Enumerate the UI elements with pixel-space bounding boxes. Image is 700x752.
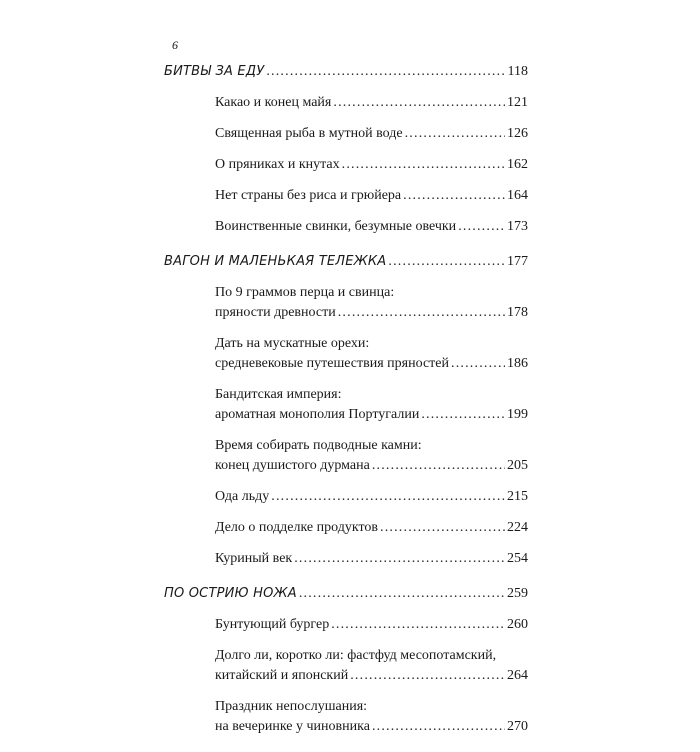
- chapter-title: Воинственные свинки, безумные овечки: [215, 219, 457, 234]
- chapter-page-number: 260: [507, 617, 528, 632]
- section-title: ПО ОСТРИЮ НОЖА: [164, 586, 297, 601]
- dot-leader: [338, 303, 505, 323]
- section-title: БИТВЫ ЗА ЕДУ: [164, 64, 265, 79]
- chapter-entry: [215, 646, 528, 686]
- dot-leader: [405, 124, 505, 144]
- chapter-title: Какао и конец майя: [215, 95, 332, 110]
- chapter-row: [215, 405, 528, 425]
- dot-leader: [266, 62, 505, 82]
- chapter-page-number: 215: [507, 489, 528, 504]
- chapter-entry: [215, 549, 528, 569]
- dot-leader: [350, 666, 505, 686]
- chapter-page-number: 199: [507, 407, 528, 422]
- chapter-title-first-line: Долго ли, коротко ли: фастфуд месопотамский,: [215, 648, 497, 663]
- chapter-row: [215, 217, 528, 237]
- chapter-row: [215, 518, 528, 538]
- chapter-row: [215, 487, 528, 507]
- section-page-number: 177: [507, 254, 528, 269]
- chapter-title-first-line: Время собирать подводные камни:: [215, 438, 422, 453]
- chapter-list: [164, 615, 528, 737]
- chapter-page-number: 254: [507, 551, 528, 566]
- chapter-entry: [215, 697, 528, 737]
- chapter-title: средневековые путешествия пряностей: [215, 356, 449, 371]
- section-page-number: 259: [507, 586, 528, 601]
- dot-leader: [388, 252, 505, 272]
- chapter-row: [215, 303, 528, 323]
- page-number: 6: [172, 38, 178, 52]
- chapter-entry: [215, 385, 528, 425]
- chapter-entry: [215, 334, 528, 374]
- chapter-row: [215, 186, 528, 206]
- dot-leader: [271, 487, 505, 507]
- chapter-page-number: 173: [507, 219, 528, 234]
- chapter-row: [215, 615, 528, 635]
- chapter-title-first-line: Праздник непослушания:: [215, 699, 368, 714]
- chapter-entry: [215, 155, 528, 175]
- dot-leader: [294, 549, 505, 569]
- chapter-row: [215, 155, 528, 175]
- dot-leader: [451, 354, 505, 374]
- chapter-title: пряности древности: [215, 305, 336, 320]
- dot-leader: [380, 518, 505, 538]
- dot-leader: [458, 217, 505, 237]
- chapter-row: [215, 124, 528, 144]
- chapter-entry: [215, 615, 528, 635]
- chapter-page-number: 224: [507, 520, 528, 535]
- chapter-title: ароматная монополия Португалии: [215, 407, 420, 422]
- chapter-page-number: 178: [507, 305, 528, 320]
- section-page-number: 118: [507, 64, 528, 79]
- chapter-title: Дело о подделке продуктов: [215, 520, 378, 535]
- chapter-title: Ода льду: [215, 489, 270, 504]
- chapter-page-number: 121: [507, 95, 528, 110]
- dot-leader: [299, 584, 505, 604]
- chapter-title-first-line: По 9 граммов перца и свинца:: [215, 285, 395, 300]
- dot-leader: [342, 155, 505, 175]
- chapter-title: О пряниках и кнутах: [215, 157, 340, 172]
- dot-leader: [331, 615, 505, 635]
- chapter-page-number: 270: [507, 719, 528, 734]
- section-title: ВАГОН И МАЛЕНЬКАЯ ТЕЛЕЖКА: [164, 254, 387, 269]
- toc-section: [164, 62, 528, 237]
- dot-leader: [372, 717, 505, 737]
- chapter-row: [215, 717, 528, 737]
- chapter-entry: [215, 487, 528, 507]
- dot-leader: [333, 93, 505, 113]
- chapter-title: на вечеринке у чиновника: [215, 719, 370, 734]
- chapter-row: [215, 93, 528, 113]
- chapter-entry: [215, 518, 528, 538]
- chapter-entry: [215, 436, 528, 476]
- chapter-list: [164, 283, 528, 569]
- chapter-entry: [215, 186, 528, 206]
- chapter-row: [215, 549, 528, 569]
- section-heading: [164, 584, 528, 604]
- dot-leader: [421, 405, 505, 425]
- dot-leader: [372, 456, 505, 476]
- chapter-page-number: 164: [507, 188, 528, 203]
- chapter-title-first-line: Бандитская империя:: [215, 387, 342, 402]
- chapter-title: китайский и японский: [215, 668, 349, 683]
- chapter-entry: [215, 217, 528, 237]
- chapter-row: [215, 456, 528, 476]
- chapter-title-first-line: Дать на мускатные орехи:: [215, 336, 370, 351]
- chapter-row: [215, 666, 528, 686]
- chapter-entry: [215, 283, 528, 323]
- toc-section: [164, 252, 528, 569]
- chapter-page-number: 126: [507, 126, 528, 141]
- chapter-page-number: 205: [507, 458, 528, 473]
- section-heading: [164, 252, 528, 272]
- chapter-page-number: 186: [507, 356, 528, 371]
- chapter-title: Священная рыба в мутной воде: [215, 126, 403, 141]
- chapter-list: [164, 93, 528, 237]
- chapter-title: конец душистого дурмана: [215, 458, 370, 473]
- dot-leader: [403, 186, 505, 206]
- chapter-page-number: 162: [507, 157, 528, 172]
- chapter-title: Бунтующий бургер: [215, 617, 330, 632]
- table-of-contents: [164, 62, 528, 752]
- chapter-title: Куриный век: [215, 551, 293, 566]
- chapter-entry: [215, 124, 528, 144]
- chapter-entry: [215, 93, 528, 113]
- section-heading: [164, 62, 528, 82]
- toc-section: [164, 584, 528, 737]
- chapter-title: Нет страны без риса и грюйера: [215, 188, 402, 203]
- chapter-row: [215, 354, 528, 374]
- chapter-page-number: 264: [507, 668, 528, 683]
